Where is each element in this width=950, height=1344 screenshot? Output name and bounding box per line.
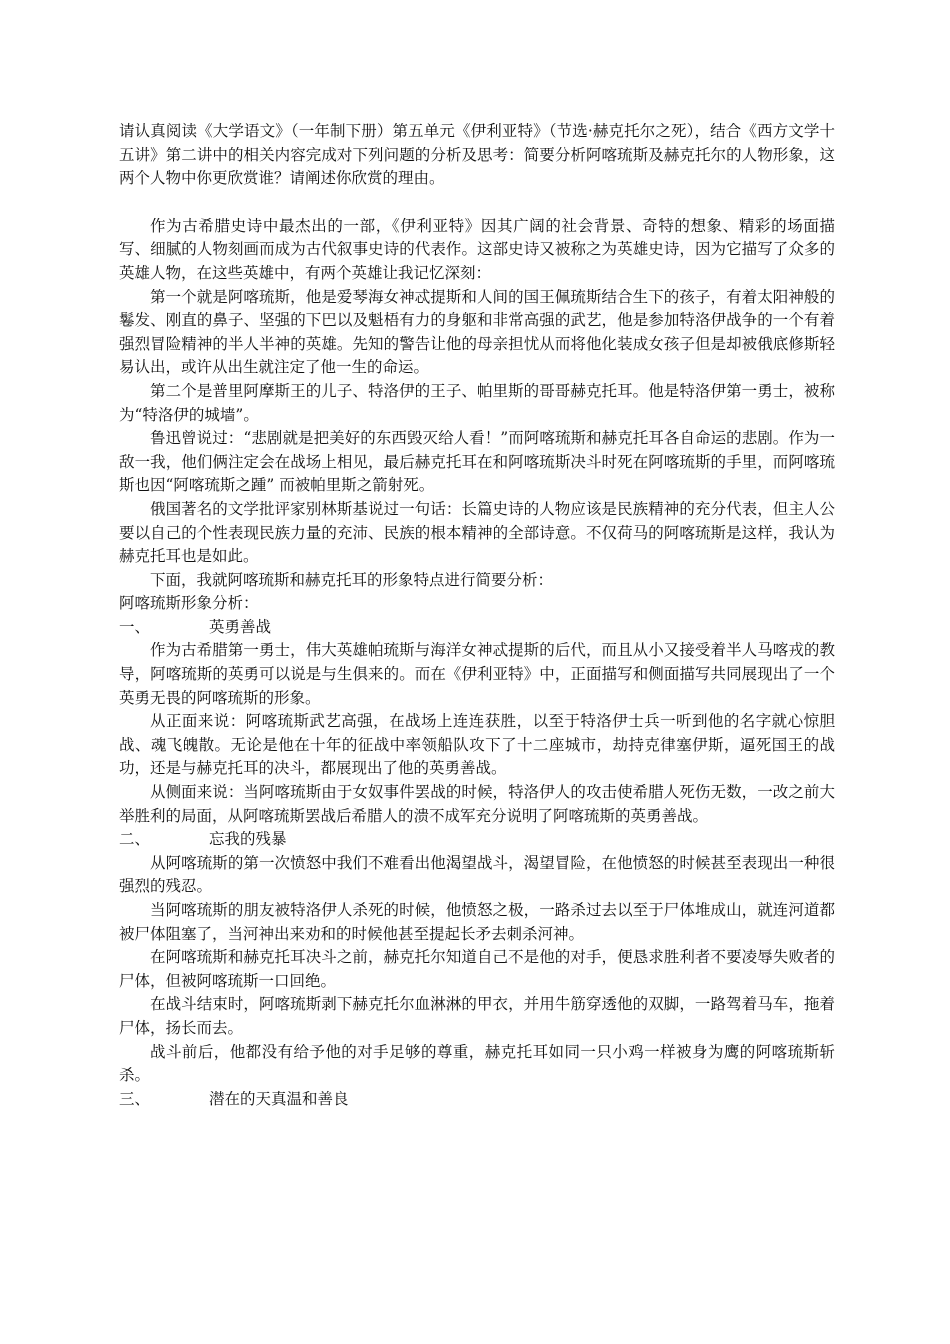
blank-line: [119, 191, 835, 215]
section-heading: [119, 828, 835, 852]
section-paragraph: 从正面来说：阿喀琉斯武艺高强，在战场上连连获胜，以至于特洛伊士兵一听到他的名字就心惊胆战、魂飞魄散。无论是他在十年的征战中率领船队攻下了十二座城市，劫持克律塞伊斯，逼死国王的战功，还是与赫克托耳的决斗，都展现出了他的英勇善战。: [119, 712, 835, 778]
intro-paragraph: 第二个是普里阿摩斯王的儿子、特洛伊的王子、帕里斯的哥哥赫克托耳。他是特洛伊第一勇士，被称为“特洛伊的城墙”。: [119, 381, 835, 424]
section-paragraph: 从侧面来说：当阿喀琉斯由于女奴事件罢战的时候，特洛伊人的攻击使希腊人死伤无数，一改之前大举胜利的局面，从阿喀琉斯罢战后希腊人的溃不成军充分说明了阿喀琉斯的英勇善战。: [119, 783, 835, 825]
section-paragraph: 作为古希腊第一勇士，伟大英雄帕琉斯与海洋女神忒提斯的后代，而且从小又接受着半人马喀戎的教导，阿喀琉斯的英勇可以说是与生俱来的。而在《伊利亚特》中，正面描写和侧面描写共同展现出了一个英勇无畏的阿喀琉斯的形象。: [119, 641, 835, 707]
section-number: 二、: [119, 830, 151, 849]
section-number: 一、: [119, 617, 151, 636]
section-title: 忘我的残暴: [209, 830, 287, 849]
intro-paragraph: 俄国著名的文学批评家别林斯基说过一句话：长篇史诗的人物应该是民族精神的充分代表，但主人公要以自己的个性表现民族力量的充沛、民族的根本精神的全部诗意。不仅荷马的阿喀琉斯是这样，我认为赫克托耳也是如此。: [119, 499, 835, 566]
section-heading: [119, 616, 835, 640]
document-page: [119, 120, 835, 1111]
section-paragraph: 当阿喀琉斯的朋友被特洛伊人杀死的时候，他愤怒之极，一路杀过去以至于尸体堆成山，就连河道都被尸体阻塞了，当河神出来劝和的时候他甚至提起长矛去刺杀河神。: [119, 901, 835, 943]
section-paragraph: 在阿喀琉斯和赫克托耳决斗之前，赫克托尔知道自己不是他的对手，便恳求胜利者不要凌辱失败者的尸体，但被阿喀琉斯一口回绝。: [119, 948, 835, 990]
analysis-title: 阿喀琉斯形象分析：: [119, 594, 259, 613]
section-paragraph: 从阿喀琉斯的第一次愤怒中我们不难看出他渴望战斗，渴望冒险，在他愤怒的时候甚至表现出一种很强烈的残忍。: [119, 853, 835, 896]
section-title: 英勇善战: [209, 617, 272, 636]
intro-paragraph: 下面，我就阿喀琉斯和赫克托耳的形象特点进行简要分析：: [150, 570, 554, 589]
section-heading: [119, 1088, 835, 1112]
section-title: 潜在的天真温和善良: [209, 1089, 349, 1108]
section-number: 三、: [119, 1089, 151, 1108]
section-paragraph: 在战斗结束时，阿喀琉斯剥下赫克托尔血淋淋的甲衣，并用牛筋穿透他的双脚，一路驾着马车，拖着尸体，扬长而去。: [119, 995, 835, 1037]
section-paragraph: 战斗前后，他都没有给予他的对手足够的尊重，赫克托耳如同一只小鸡一样被身为鹰的阿喀琉斯斩杀。: [119, 1042, 835, 1085]
intro-paragraph: 鲁迅曾说过：“悲剧就是把美好的东西毁灭给人看！”而阿喀琉斯和赫克托耳各自命运的悲剧。作为一敌一我，他们俩注定会在战场上相见，最后赫克托耳在和阿喀琉斯决斗时死在阿喀琉斯的手里，而阿喀琉斯也因“阿喀琉斯之踵” 而被帕里斯之箭射死。: [119, 429, 835, 495]
intro-paragraph: 作为古希腊史诗中最杰出的一部，《伊利亚特》因其广阔的社会背景、奇特的想象、精彩的场面描写、细腻的人物刻画而成为古代叙事史诗的代表作。这部史诗又被称之为英雄史诗，因为它描写了众多的英雄人物，在这些英雄中，有两个英雄让我记忆深刻：: [119, 216, 835, 282]
question-text: 请认真阅读《大学语文》（一年制下册）第五单元《伊利亚特》（节选·赫克托尔之死），结合《西方文学十五讲》第二讲中的相关内容完成对下列问题的分析及思考：简要分析阿喀琉斯及赫克托尔的人物形象，这两个人物中你更欣赏谁？请阐述你欣赏的理由。: [119, 122, 835, 188]
intro-paragraph: 第一个就是阿喀琉斯，他是爱琴海女神忒提斯和人间的国王佩琉斯结合生下的孩子，有着太阳神般的鬈发、刚直的鼻子、坚强的下巴以及魁梧有力的身躯和非常高强的武艺，他是参加特洛伊战争的一个有着强烈冒险精神的半人半神的英雄。先知的警告让他的母亲担忧从而将他化装成女孩子但是却被俄底修斯轻易认出，或许从出生就注定了他一生的命运。: [119, 287, 835, 377]
